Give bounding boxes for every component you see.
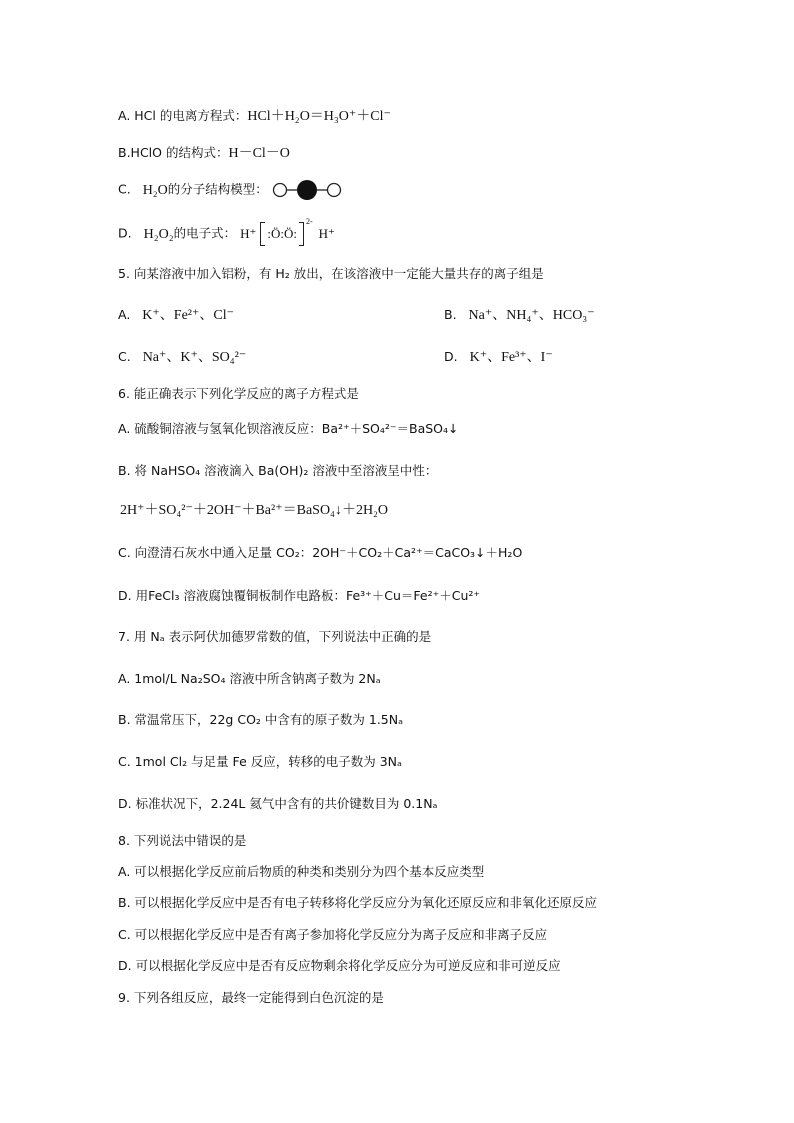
option-6b-equation: 2H⁺＋SO₄²⁻＋2OH⁻＋Ba²⁺＝BaSO₄↓＋2H₂O	[120, 503, 389, 518]
option-6d: D. 用FeCl₃ 溶液腐蚀覆铜板制作电路板：Fe³⁺＋Cu＝Fe²⁺＋Cu²⁺	[118, 588, 480, 603]
question-7-stem: 7. 用 Nₐ 表示阿伏加德罗常数的值，下列说法中正确的是	[118, 629, 432, 644]
charge-label: 2-	[305, 217, 313, 226]
option-4d	[118, 217, 335, 246]
question-6-stem: 6. 能正确表示下列化学反应的离子方程式是	[118, 386, 359, 401]
electron-formula	[240, 217, 335, 246]
option-5c	[118, 347, 246, 368]
option-5d	[444, 347, 553, 368]
option-5b	[444, 305, 595, 326]
option-label: C.	[118, 181, 131, 197]
option-label: B.HClO 的结构式：	[118, 145, 229, 160]
option-label: B.	[444, 307, 457, 322]
question-9-stem: 9. 下列各组反应，最终一定能得到白色沉淀的是	[118, 990, 384, 1005]
structural-formula: H－Cl－O	[228, 146, 290, 161]
option-4b	[118, 143, 290, 164]
hydrogen-ion-right: H⁺	[318, 226, 335, 241]
option-8a: A. 可以根据化学反应前后物质的种类和类别分为四个基本反应类型	[118, 864, 485, 879]
option-6b: B. 将 NaHSO₄ 溶液滴入 Ba(OH)₂ 溶液中至溶液呈中性：	[118, 463, 438, 478]
option-5a	[118, 305, 234, 326]
ion-group: K⁺、Fe³⁺、I⁻	[469, 350, 553, 365]
option-7a: A. 1mol/L Na₂SO₄ 溶液中所含钠离子数为 2Nₐ	[118, 671, 381, 686]
ionization-equation: HCl＋H₂O＝H₃O⁺＋Cl⁻	[247, 109, 391, 124]
option-label: C.	[118, 349, 131, 364]
option-8b: B. 可以根据化学反应中是否有电子转移将化学反应分为氧化还原反应和非氧化还原反应	[118, 895, 598, 910]
option-7d: D. 标准状况下，2.24L 氦气中含有的共价键数目为 0.1Nₐ	[118, 796, 438, 811]
option-label: A. HCl 的电离方程式：	[118, 108, 248, 123]
bracket-left	[260, 222, 265, 246]
bracket-right	[299, 222, 304, 246]
molecule-formula: H₂O₂	[143, 226, 174, 242]
molecule-formula: H₂O	[142, 182, 168, 198]
option-text: 的电子式：	[173, 225, 237, 241]
option-label: D.	[118, 225, 132, 241]
question-8-stem: 8. 下列说法中错误的是	[118, 833, 247, 848]
option-7b: B. 常温常压下，22g CO₂ 中含有的原子数为 1.5Nₐ	[118, 712, 403, 727]
ion-group: Na⁺、NH₄⁺、HCO₃⁻	[468, 308, 595, 323]
question-5-stem: 5. 向某溶液中加入铝粉，有 H₂ 放出，在该溶液中一定能大量共存的离子组是	[118, 266, 544, 281]
option-8c: C. 可以根据化学反应中是否有离子参加将化学反应分为离子反应和非离子反应	[118, 927, 548, 942]
option-text: 的分子结构模型：	[167, 181, 268, 197]
ion-group: K⁺、Fe²⁺、Cl⁻	[142, 308, 235, 323]
option-7c: C. 1mol Cl₂ 与足量 Fe 反应，转移的电子数为 3Nₐ	[118, 754, 402, 769]
option-4a	[118, 106, 391, 127]
ion-group: Na⁺、K⁺、SO₄²⁻	[142, 350, 247, 365]
option-8d: D. 可以根据化学反应中是否有反应物剩余将化学反应分为可逆反应和非可逆反应	[118, 958, 561, 973]
peroxide-core: :Ö:Ö:	[267, 226, 297, 241]
option-4c	[118, 179, 344, 201]
option-label: D.	[444, 349, 458, 364]
option-6c: C. 向澄清石灰水中通入足量 CO₂：2OH⁻＋CO₂＋Ca²⁺＝CaCO₃↓＋H₂O	[118, 545, 523, 560]
hydrogen-ion-left: H⁺	[240, 226, 257, 241]
molecule-model-icon	[272, 179, 344, 201]
option-label: A.	[118, 307, 131, 322]
option-6a: A. 硫酸铜溶液与氢氧化钡溶液反应：Ba²⁺＋SO₄²⁻＝BaSO₄↓	[118, 421, 459, 436]
